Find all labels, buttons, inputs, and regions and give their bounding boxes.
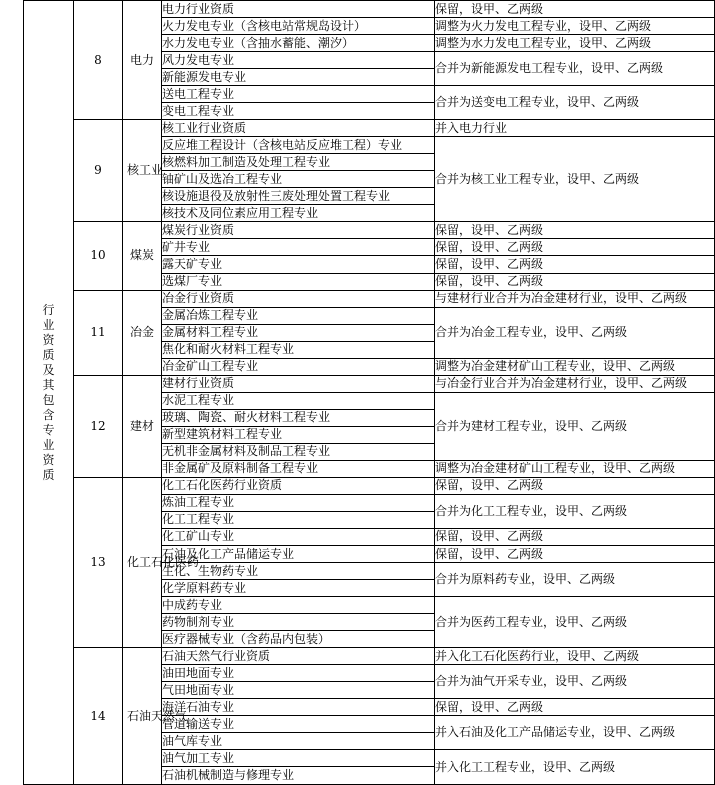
qualification-cell: 中成药专业 xyxy=(162,597,435,614)
adjustment-cell: 调整为冶金建材矿山工程专业，设甲、乙两级 xyxy=(435,358,715,375)
qualification-cell: 化学原料药专业 xyxy=(162,580,435,597)
qualification-cell: 油气加工专业 xyxy=(162,750,435,767)
adjustment-cell: 保留，设甲、乙两级 xyxy=(435,1,715,18)
table-body xyxy=(24,1,715,785)
qualification-cell: 非金属矿及原料制备工程专业 xyxy=(162,460,435,477)
qualification-cell: 石油机械制造与修理专业 xyxy=(162,767,435,785)
adjustment-cell: 合并为核工业工程专业，设甲、乙两级 xyxy=(435,137,715,222)
qualification-cell: 火力发电专业（含核电站常规岛设计） xyxy=(162,18,435,35)
qualification-cell: 石油天然气行业资质 xyxy=(162,648,435,665)
group-number: 10 xyxy=(74,222,123,290)
qualification-cell: 水力发电专业（含抽水蓄能、潮汐） xyxy=(162,35,435,52)
qualification-cell: 水泥工程专业 xyxy=(162,392,435,409)
adjustment-cell: 保留，设甲、乙两级 xyxy=(435,256,715,273)
qualification-cell: 医疗器械专业（含药品内包装） xyxy=(162,631,435,648)
qualification-cell: 核技术及同位素应用工程专业 xyxy=(162,205,435,222)
qualification-cell: 风力发电专业 xyxy=(162,52,435,69)
adjustment-cell: 合并为建材工程专业，设甲、乙两级 xyxy=(435,392,715,460)
industry-cell xyxy=(123,290,162,375)
table-row xyxy=(24,290,715,307)
qualification-cell: 化工工程专业 xyxy=(162,511,435,528)
qualification-cell: 油气库专业 xyxy=(162,733,435,750)
qualification-cell: 电力行业资质 xyxy=(162,1,435,18)
qualification-cell: 送电工程专业 xyxy=(162,86,435,103)
side-category-cell xyxy=(24,1,74,785)
adjustment-cell: 保留，设甲、乙两级 xyxy=(435,546,715,563)
adjustment-cell: 调整为火力发电工程专业，设甲、乙两级 xyxy=(435,18,715,35)
qualification-cell: 管道输送专业 xyxy=(162,716,435,733)
qualification-cell: 新能源发电专业 xyxy=(162,69,435,86)
qualification-cell: 建材行业资质 xyxy=(162,375,435,392)
qualification-cell: 化工矿山专业 xyxy=(162,528,435,545)
qualification-cell: 煤炭行业资质 xyxy=(162,222,435,239)
adjustment-cell: 调整为冶金建材矿山工程专业，设甲、乙两级 xyxy=(435,460,715,477)
qualification-cell: 矿井专业 xyxy=(162,239,435,256)
adjustment-cell: 合并为油气开采专业，设甲、乙两级 xyxy=(435,665,715,699)
qualification-cell: 石油及化工产品储运专业 xyxy=(162,546,435,563)
adjustment-cell: 合并为送变电工程专业，设甲、乙两级 xyxy=(435,86,715,120)
group-number: 12 xyxy=(74,375,123,477)
qualification-cell: 化工石化医药行业资质 xyxy=(162,477,435,494)
qualification-cell: 油田地面专业 xyxy=(162,665,435,682)
qualification-cell: 焦化和耐火材料工程专业 xyxy=(162,341,435,358)
qualification-cell: 气田地面专业 xyxy=(162,682,435,699)
qualification-cell: 炼油工程专业 xyxy=(162,494,435,511)
side-category-label: 行业资质及其包含专业资质 xyxy=(42,302,55,482)
table-row xyxy=(24,375,715,392)
adjustment-cell: 保留，设甲、乙两级 xyxy=(435,528,715,545)
industry-cell xyxy=(123,375,162,477)
industry-name: 煤炭 xyxy=(129,248,154,263)
adjustment-cell: 并入石油及化工产品储运专业，设甲、乙两级 xyxy=(435,716,715,750)
qualification-cell: 无机非金属材料及制品工程专业 xyxy=(162,443,435,460)
qualification-cell: 核燃料加工制造及处理工程专业 xyxy=(162,154,435,171)
qualification-cell: 铀矿山及选冶工程专业 xyxy=(162,171,435,188)
adjustment-cell: 并入化工石化医药行业，设甲、乙两级 xyxy=(435,648,715,665)
adjustment-cell: 合并为化工工程专业，设甲、乙两级 xyxy=(435,494,715,528)
qualification-cell: 变电工程专业 xyxy=(162,103,435,120)
industry-cell xyxy=(123,648,188,785)
group-number: 8 xyxy=(74,1,123,120)
industry-name: 化工石化医药 xyxy=(127,555,200,570)
adjustment-cell: 合并为冶金工程专业，设甲、乙两级 xyxy=(435,307,715,358)
table-row xyxy=(24,648,715,665)
group-number: 9 xyxy=(74,120,123,222)
qualification-cell: 金属冶炼工程专业 xyxy=(162,307,435,324)
industry-cell xyxy=(123,120,162,222)
adjustment-cell: 合并为新能源发电工程专业，设甲、乙两级 xyxy=(435,52,715,86)
qualification-cell: 药物制剂专业 xyxy=(162,614,435,631)
adjustment-cell: 保留，设甲、乙两级 xyxy=(435,273,715,290)
table-row xyxy=(24,477,715,494)
industry-name: 核工业 xyxy=(127,163,164,178)
industry-cell xyxy=(123,222,162,290)
adjustment-cell: 与建材行业合并为冶金建材行业，设甲、乙两级 xyxy=(435,290,715,307)
adjustment-cell: 并入电力行业 xyxy=(435,120,715,137)
qualification-cell: 冶金行业资质 xyxy=(162,290,435,307)
qualification-table xyxy=(23,0,715,785)
qualification-cell: 新型建筑材料工程专业 xyxy=(162,426,435,443)
adjustment-cell: 保留，设甲、乙两级 xyxy=(435,699,715,716)
qualification-cell: 金属材料工程专业 xyxy=(162,324,435,341)
adjustment-cell: 保留，设甲、乙两级 xyxy=(435,239,715,256)
qualification-cell: 选煤厂专业 xyxy=(162,273,435,290)
adjustment-cell: 合并为医药工程专业，设甲、乙两级 xyxy=(435,597,715,648)
table-row xyxy=(24,1,715,18)
industry-name: 电力 xyxy=(129,52,154,67)
adjustment-cell: 并入化工工程专业，设甲、乙两级 xyxy=(435,750,715,785)
table-row xyxy=(24,222,715,239)
qualification-cell: 冶金矿山工程专业 xyxy=(162,358,435,375)
qualification-cell: 生化、生物药专业 xyxy=(162,563,435,580)
group-number: 14 xyxy=(74,648,123,785)
adjustment-cell: 调整为水力发电工程专业，设甲、乙两级 xyxy=(435,35,715,52)
industry-cell xyxy=(123,1,162,120)
industry-name: 冶金 xyxy=(129,325,154,340)
industry-name: 建材 xyxy=(129,418,154,433)
qualification-cell: 反应堆工程设计（含核电站反应堆工程）专业 xyxy=(162,137,435,154)
industry-name: 石油天然气 xyxy=(127,708,188,723)
qualification-cell: 核工业行业资质 xyxy=(162,120,435,137)
table-row xyxy=(24,120,715,137)
adjustment-cell: 保留，设甲、乙两级 xyxy=(435,222,715,239)
qualification-cell: 露天矿专业 xyxy=(162,256,435,273)
qualification-cell: 核设施退役及放射性三废处理处置工程专业 xyxy=(162,188,435,205)
adjustment-cell: 保留，设甲、乙两级 xyxy=(435,477,715,494)
group-number: 13 xyxy=(74,477,123,647)
qualification-cell: 海洋石油专业 xyxy=(162,699,435,716)
qualification-cell: 玻璃、陶瓷、耐火材料工程专业 xyxy=(162,409,435,426)
adjustment-cell: 合并为原料药专业，设甲、乙两级 xyxy=(435,563,715,597)
adjustment-cell: 与冶金行业合并为冶金建材行业，设甲、乙两级 xyxy=(435,375,715,392)
group-number: 11 xyxy=(74,290,123,375)
